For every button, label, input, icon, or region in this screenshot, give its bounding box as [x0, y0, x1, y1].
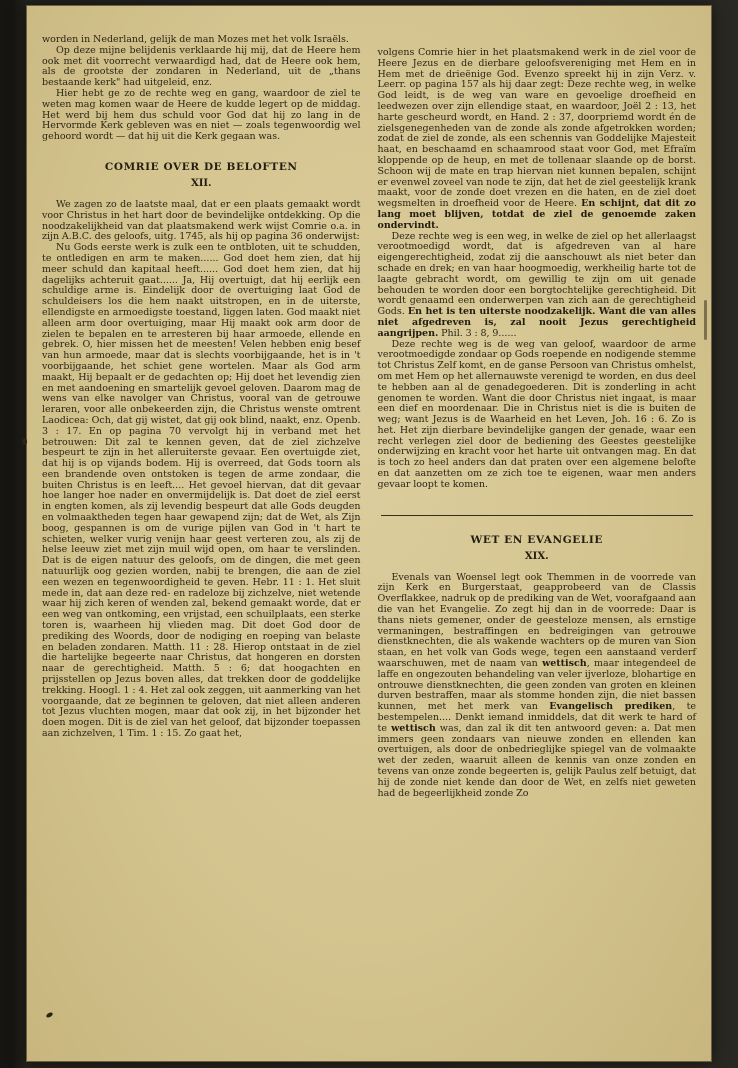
body-text: Deze rechte weg is een weg, in welke de ziel op het allerlaagst verootmoedigd wordt, dat is afgedreven van al hare eigengerechtigheid, zodat zij die aanschouwt als niet beter dan schade en drek; en van haar hoogmoedig, werkheilig harte tot de laagte gebracht wordt, om gewillig te zijn om uit genade behouden te worden door een borgtochtelijke gerechtigheid. Dit wordt genaamd een onderwerpen van zich aan de gerechtigheid Gods.: [377, 230, 696, 318]
paragraph: [42, 89, 361, 143]
page-content: [26, 5, 712, 1062]
body-text: Phil. 3 : 8, 9......: [438, 327, 517, 339]
paragraph: [378, 340, 697, 491]
body-text: , maar integendeel de laffe en ongezouten behandeling van veler ijverloze, blohartige en ontrouwe dienstknechten, die geen zonden van groten en kleinen durven bestraffen, maar als stomme honden zijn, die niet bassen kunnen, met het merk van: [377, 658, 696, 713]
emphasized-text: wettisch: [542, 658, 587, 670]
scan-artifact: [704, 300, 707, 340]
section-number: XIX.: [524, 550, 549, 562]
section-heading: COMRIE OVER DE BELOFTEN: [104, 160, 298, 173]
body-text: , te bestempelen.... Denkt iemand inmiddels, dat dit werk te hard of te: [377, 701, 697, 734]
body-text: We zagen zo de laatste maal, dat er een plaats gemaakt wordt voor Christus in het hart door de bevindelijke ontdekking. Op die noodzakelijkheid van dat plaatsmakend werk wijst Comrie o.a. in zijn A.B.C. des geloofs, uitg. 1745, als hij op pagina 36 onderwijst:: [42, 198, 361, 243]
emphasized-text: En het is ten uiterste noodzakelijk. Want die van alles niet afgedreven is, zal nooit Jezus gerechtigheid aangrijpen.: [377, 306, 696, 339]
emphasized-text: En schijnt, dat dit zo lang moet blijven, totdat de ziel de genoemde zaken ondervindt.: [377, 198, 696, 231]
scan-artifact: [22, 438, 27, 445]
paragraph: [42, 200, 361, 243]
text-column: [378, 35, 697, 1054]
paragraph: [378, 573, 697, 800]
paragraph: [378, 232, 697, 340]
body-text: Deze rechte weg is de weg van geloof, waardoor de arme verootmoedigde zondaar op Gods roepende en nodigende stemme tot Christus Zelf komt, en de ganse Persoon van Christus omhelst, om met Hem op het allernauwste verenigd te worden, en dus deel te hebben aan al de genadegoederen. Dit is zonderling in acht genomen te worden. Want die door Christus niet ingaat, is maar een dief en moordenaar. Die in Christus niet is die is buiten de weg; want Jezus is de Waarheid en het Leven, Joh. 16 : 6. Zo is het. Het zijn dierbare bevindelijke gangen der genade, waar een recht verlegen ziel door de bediening des Geestes geestelijke onderwijzing en kracht voor het harte uit ontvangen mag. En dat is toch zo heel anders dan dat praten over een algemene belofte en dat aanzetten om ze zich toe te eigenen, waar men anders gevaar loopt te komen.: [377, 338, 696, 490]
section-number: XII.: [190, 177, 212, 189]
emphasized-text: wettisch: [391, 722, 436, 734]
paragraph: [42, 243, 361, 740]
body-text: Hier hebt ge zo de rechte weg en gang, waardoor de ziel te weten mag komen waar de Heere de kudde legert op de middag. Het werd bij hem dus schuld voor God dat hij zo lang in de Hervormde Kerk gebleven was en niet — zoals tegenwoordig wel gehoord wordt — dat hij uit die Kerk gegaan was.: [42, 87, 361, 143]
body-text: was, dan zal ik dit ten antwoord geven: a. Dat men immers geen zondaars van nieuwe zonden en ellenden kan overtuigen, als door de onbedrieglijke spiegel van de volmaakte wet der zeden, waaruit alleen de kennis van onze zonden en tevens van onze zonde begeerten is, gelijk Paulus zelf betuigt, dat hij de zonde niet kende dan door de Wet, en zelfs niet geweten had de begeerlijkheid zonde Zo: [377, 722, 697, 799]
body-text: Evenals van Woensel legt ook Themmen in de voorrede van zijn Kerk en Burgerstaat, geapprobeerd van de Classis Overflakkee, nadruk op de prediking van de Wet, voorafgaand aan die van het Evangelie. Zo zegt hij dan in de voorrede: Daar is thans niets gemener, onder de geesteloze mensen, als ernstige vermaningen, bestraffingen en bedreigingen van getrouwe dienstknechten, die als wakende wachters op de muren van Sion staan, en het volk van Gods wege, tegen een aanstaand verderf waarschuwen, met de naam van: [377, 571, 697, 670]
body-text: worden in Nederland, gelijk de man Mozes met het volk Israëls.: [42, 34, 349, 45]
body-text: Op deze mijne belijdenis verklaarde hij mij, dat de Heere hem ook met dit voorrecht verwaardigd had, dat de Heere ook hem, als de grootste der zondaren in Nederland, uit de „thans bestaande kerk" had uitgeleid, enz.: [42, 44, 361, 89]
emphasized-text: Evangelisch prediken: [549, 701, 673, 713]
paragraph: [42, 46, 361, 89]
section-heading: WET EN EVANGELIE: [470, 533, 603, 546]
paragraph: [378, 48, 697, 232]
text-column: [42, 35, 361, 1054]
body-text: volgens Comrie hier in het plaatsmakend werk in de ziel voor de Heere Jezus en de dierbare geloofsvereniging met Hem en in Hem met de drieënige God. Evenzo spreekt hij in zijn Verz. v. Leerr. op pagina 157 als hij daar zegt: Deze rechte weg, in welke God leidt, is de weg van ware en gevoelige droefheid en leedwezen over zijn ellendige staat, en waardoor, Joël 2 : 13, het harte gescheurd wordt, en Hand. 2 : 37, doorpriemd wordt én de zielsgenegenheden van de zonde als zonde afgetrokken worden; zodat de ziel de zonde, als een schennis van Goddelijke Majesteit haat, en beschaamd en schaamrood staat voor God, met Efraïm kloppende op de heup, en met de tollenaar slaande op de borst. Schoon wij de mate en trap hiervan niet kunnen bepalen, schijnt er evenwel zoveel van node te zijn, dat het de ziel geestelijk krank maakt, voor de zonde doet vrezen en die haten, en de ziel doet wegsmelten in droefheid voor de Heere.: [377, 47, 696, 210]
body-text: Nu Gods eerste werk is zulk een te ontbloten, uit te schudden, te ontledigen en arm te maken...... God doet hem zien, dat hij meer schuld dan kapitaal heeft...... God doet hem zien, dat hij dagelijks achteruit gaat...... Ja, Hij overtuigt, dat hij eerlijk een schuldige arme is. Eindelijk door de overtuiging laat God de schuldeisers los die hem naakt uitstropen, en in de uiterste, ellendigste en armoedigste toestand, liggen laten. God maakt niet alleen arm door overtuiging, maar Hij maakt ook arm door de zielen te bepalen en te arresteren bij haar armoede, ellende en gebrek. O, hier missen het de meesten! Velen hebben enig besef van hun armoede, maar dat is slechts voorbijgaande, het is in 't voorbijgaande, het schiet gene wortelen. Maar als God arm maakt, Hij bepaalt er de gedachten op; Hij doet het levendig zien en met aandoening en smartelijk gevoel geloven. Daarom mag de wens van elke navolger van Christus, vooral van de getrouwe leraren, voor alle onbekeerden zijn, die Christus wenste omtrent Laodicea: Och, dat gij wistet, dat gij ook blind, naakt, enz. Openb. 3 : 17. En op pagina 70 vervolgt hij in verband met het betrouwen: Dit zal te kennen geven, dat de ziel zichzelve bespeurt te zijn in het alleruiterste gevaar. Een overtuigde ziet, dat hij is op vijands bodem. Hij is overreed, dat Gods toorn als een brandende oven ontstoken is tegen de arme zondaar, die buiten Christus is en leeft.... Het gevoel hiervan, dat dit gevaar hoe langer hoe nader en onvermijdelijk is. Dat doet de ziel eerst in engten komen, als zij levendig bespeurt dat alle Gods deugden en volmaaktheden tegen haar gewapend zijn; dat de Wet, als Zijn boog, gespannen is om de vurige pijlen van God in 't hart te schieten, welker vurig venijn haar geest verteren zou, als zij de helse leeuw ziet met zijn muil wijd open, om haar te verslinden. Dat is de eigen natuur des geloofs, om de dingen, die met geen natuurlijk oog gezien worden, nabij te brengen, die aan de ziel een wezen en tegenwoordigheid te geven. Hebr. 11 : 1. Het sluit mede in, dat aan deze red- en radeloze bij zichzelve, niet wetende waar hij zich keren of wenden zal, bekend gemaakt worde, dat er een weg van ontkoming, een vrijstad, een schuilplaats, een sterke toren is, waarheen hij vlieden mag. Dit doet God door de prediking des Woords, door de nodiging en roeping van belaste en beladen zondaren. Matth. 11 : 28. Hierop ontstaat in de ziel die hartelijke begeerte naar Christus, dat hongeren en dorsten naar de gerechtigheid. Matth. 5 : 6; dat hoogachten en prijsstellen op Jezus boven alles, dat trekken door de goddelijke trekking. Hoogl. 1 : 4. Het zal ook zeggen, uit aanmerking van het voorgaande, dat ze beginnen te geloven, dat niet alleen anderen tot Jezus vluchten mogen, maar dat ook zij, in het bijzonder het doen mogen. Dit is de ziel van het geloof, dat bijzonder toepassen aan zichzelven, 1 Tim. 1 : 15. Zo gaat het,: [42, 242, 361, 740]
section-divider: [381, 515, 694, 516]
scanned-page: [26, 5, 712, 1062]
